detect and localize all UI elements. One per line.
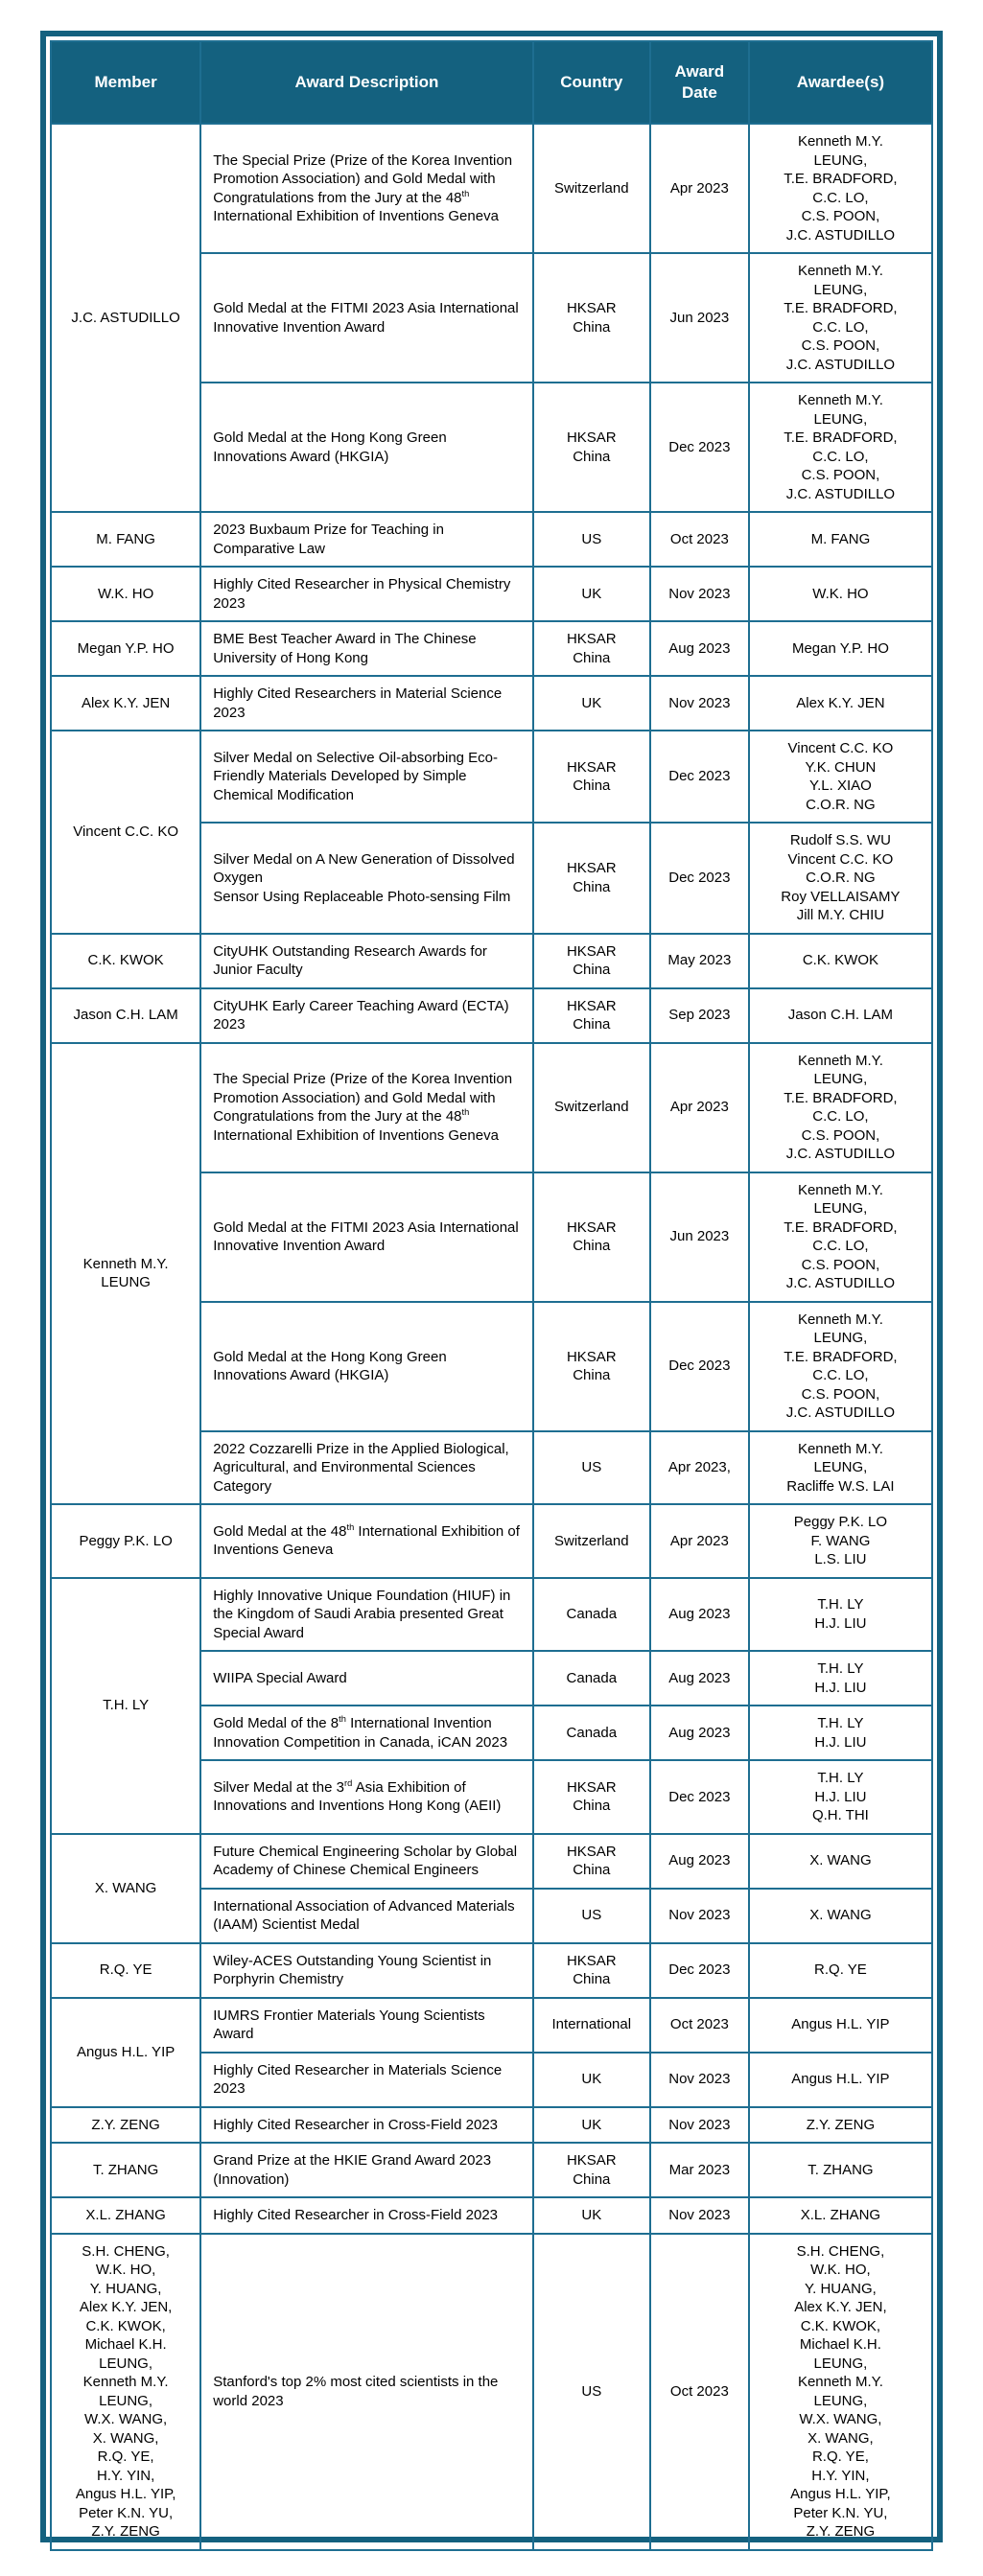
table-row xyxy=(51,2107,932,2144)
award-date-cell: Mar 2023 xyxy=(650,2143,749,2197)
award-description-cell: Stanford's top 2% most cited scientists in the world 2023 xyxy=(200,2234,532,2550)
awardees-cell: Peggy P.K. LO F. WANG L.S. LIU xyxy=(749,1504,932,1578)
award-date-cell: Nov 2023 xyxy=(650,2053,749,2107)
award-description-cell: Gold Medal at the 48th International Exhibition of Inventions Geneva xyxy=(200,1504,532,1578)
award-date-cell: Jun 2023 xyxy=(650,1172,749,1302)
awardees-cell: Kenneth M.Y. LEUNG, T.E. BRADFORD, C.C. LO, C.S. POON, J.C. ASTUDILLO xyxy=(749,1172,932,1302)
awardees-cell: T. ZHANG xyxy=(749,2143,932,2197)
award-date-cell: Apr 2023 xyxy=(650,1043,749,1172)
award-date-cell: Nov 2023 xyxy=(650,2107,749,2144)
award-date-cell: Nov 2023 xyxy=(650,1889,749,1943)
country-cell: HKSAR China xyxy=(533,731,650,823)
award-description-cell: The Special Prize (Prize of the Korea Invention Promotion Association) and Gold Medal with Congratulations from the Jury at the 48th International Exhibition of Inventions Geneva xyxy=(200,1043,532,1172)
awardees-cell: X. WANG xyxy=(749,1834,932,1889)
table-row xyxy=(51,512,932,567)
award-description-cell: Gold Medal at the FITMI 2023 Asia International Innovative Invention Award xyxy=(200,253,532,383)
award-date-cell: Aug 2023 xyxy=(650,1651,749,1706)
awardees-cell: S.H. CHENG, W.K. HO, Y. HUANG, Alex K.Y. JEN, C.K. KWOK, Michael K.H. LEUNG, Kenneth M.Y. LEUNG, W.X. WANG, X. WANG, R.Q. YE, H.Y. YIN, Angus H.L. YIP, Peter K.N. YU, Z.Y. ZENG xyxy=(749,2234,932,2550)
awardees-cell: X. WANG xyxy=(749,1889,932,1943)
country-cell: HKSAR China xyxy=(533,823,650,934)
country-cell: UK xyxy=(533,567,650,621)
country-cell: US xyxy=(533,1889,650,1943)
awardees-cell: Z.Y. ZENG xyxy=(749,2107,932,2144)
member-cell: W.K. HO xyxy=(51,567,200,621)
country-cell: HKSAR China xyxy=(533,1943,650,1998)
award-description-cell: Silver Medal at the 3rd Asia Exhibition of Innovations and Inventions Hong Kong (AEII) xyxy=(200,1760,532,1834)
award-date-cell: Dec 2023 xyxy=(650,383,749,512)
country-cell: Canada xyxy=(533,1706,650,1760)
awardees-cell: Vincent C.C. KO Y.K. CHUN Y.L. XIAO C.O.R. NG xyxy=(749,731,932,823)
award-description-cell: Wiley-ACES Outstanding Young Scientist in Porphyrin Chemistry xyxy=(200,1943,532,1998)
country-cell: HKSAR China xyxy=(533,383,650,512)
table-row xyxy=(51,1998,932,2053)
member-cell: Peggy P.K. LO xyxy=(51,1504,200,1578)
awardees-cell: Jason C.H. LAM xyxy=(749,988,932,1043)
award-description-cell: Highly Innovative Unique Foundation (HIUF) in the Kingdom of Saudi Arabia presented Great Special Award xyxy=(200,1578,532,1652)
awardees-cell: T.H. LY H.J. LIU Q.H. THI xyxy=(749,1760,932,1834)
award-description-cell: International Association of Advanced Materials (IAAM) Scientist Medal xyxy=(200,1889,532,1943)
table-row xyxy=(51,988,932,1043)
table-row xyxy=(51,2197,932,2234)
column-header-awardee-s: Awardee(s) xyxy=(749,41,932,124)
awards-table-frame xyxy=(40,31,943,2542)
member-cell: C.K. KWOK xyxy=(51,934,200,988)
table-row xyxy=(51,1043,932,1172)
award-date-cell: Nov 2023 xyxy=(650,567,749,621)
awardees-cell: Rudolf S.S. WU Vincent C.C. KO C.O.R. NG Roy VELLAISAMY Jill M.Y. CHIU xyxy=(749,823,932,934)
award-description-cell: Silver Medal on A New Generation of Dissolved Oxygen Sensor Using Replaceable Photo-sensing Film xyxy=(200,823,532,934)
awardees-cell: M. FANG xyxy=(749,512,932,567)
table-row xyxy=(51,2143,932,2197)
member-cell: T.H. LY xyxy=(51,1578,200,1834)
award-description-cell: 2022 Cozzarelli Prize in the Applied Biological, Agricultural, and Environmental Sciences Category xyxy=(200,1431,532,1505)
member-cell: Angus H.L. YIP xyxy=(51,1998,200,2107)
award-date-cell: Aug 2023 xyxy=(650,1706,749,1760)
award-description-cell: Gold Medal at the Hong Kong Green Innovations Award (HKGIA) xyxy=(200,383,532,512)
awardees-cell: Alex K.Y. JEN xyxy=(749,676,932,731)
member-cell: Kenneth M.Y. LEUNG xyxy=(51,1043,200,1505)
award-date-cell: Dec 2023 xyxy=(650,1302,749,1431)
country-cell: International xyxy=(533,1998,650,2053)
member-cell: Alex K.Y. JEN xyxy=(51,676,200,731)
award-description-cell: BME Best Teacher Award in The Chinese University of Hong Kong xyxy=(200,621,532,676)
column-header-member: Member xyxy=(51,41,200,124)
country-cell: UK xyxy=(533,2197,650,2234)
award-date-cell: Dec 2023 xyxy=(650,1943,749,1998)
country-cell: Canada xyxy=(533,1578,650,1652)
member-cell: T. ZHANG xyxy=(51,2143,200,2197)
award-date-cell: Apr 2023, xyxy=(650,1431,749,1505)
country-cell: HKSAR China xyxy=(533,253,650,383)
table-row xyxy=(51,1834,932,1889)
award-description-cell: 2023 Buxbaum Prize for Teaching in Comparative Law xyxy=(200,512,532,567)
award-description-cell: Silver Medal on Selective Oil-absorbing Eco-Friendly Materials Developed by Simple Chemical Modification xyxy=(200,731,532,823)
country-cell: Switzerland xyxy=(533,1504,650,1578)
award-date-cell: Aug 2023 xyxy=(650,621,749,676)
table-row xyxy=(51,1504,932,1578)
award-date-cell: Aug 2023 xyxy=(650,1578,749,1652)
award-description-cell: Highly Cited Researcher in Cross-Field 2023 xyxy=(200,2197,532,2234)
member-cell: R.Q. YE xyxy=(51,1943,200,1998)
table-row xyxy=(51,621,932,676)
awardees-cell: Megan Y.P. HO xyxy=(749,621,932,676)
award-date-cell: Dec 2023 xyxy=(650,731,749,823)
header-row xyxy=(51,41,932,124)
member-cell: Z.Y. ZENG xyxy=(51,2107,200,2144)
table-row xyxy=(51,124,932,253)
country-cell: HKSAR China xyxy=(533,1302,650,1431)
country-cell: HKSAR China xyxy=(533,1760,650,1834)
table-row xyxy=(51,1943,932,1998)
award-description-cell: WIIPA Special Award xyxy=(200,1651,532,1706)
table-row xyxy=(51,731,932,823)
member-cell: M. FANG xyxy=(51,512,200,567)
awardees-cell: Angus H.L. YIP xyxy=(749,2053,932,2107)
award-date-cell: Dec 2023 xyxy=(650,823,749,934)
awardees-cell: Kenneth M.Y. LEUNG, Racliffe W.S. LAI xyxy=(749,1431,932,1505)
table-body xyxy=(51,124,932,2550)
column-header-award-description: Award Description xyxy=(200,41,532,124)
member-cell: Jason C.H. LAM xyxy=(51,988,200,1043)
member-cell: Megan Y.P. HO xyxy=(51,621,200,676)
awardees-cell: T.H. LY H.J. LIU xyxy=(749,1706,932,1760)
awardees-cell: T.H. LY H.J. LIU xyxy=(749,1578,932,1652)
award-date-cell: Apr 2023 xyxy=(650,124,749,253)
member-cell: X.L. ZHANG xyxy=(51,2197,200,2234)
country-cell: US xyxy=(533,1431,650,1505)
award-date-cell: Apr 2023 xyxy=(650,1504,749,1578)
country-cell: UK xyxy=(533,2053,650,2107)
table-row xyxy=(51,567,932,621)
country-cell: US xyxy=(533,512,650,567)
awardees-cell: Kenneth M.Y. LEUNG, T.E. BRADFORD, C.C. LO, C.S. POON, J.C. ASTUDILLO xyxy=(749,1302,932,1431)
award-description-cell: Highly Cited Researchers in Material Science 2023 xyxy=(200,676,532,731)
award-date-cell: Sep 2023 xyxy=(650,988,749,1043)
country-cell: HKSAR China xyxy=(533,2143,650,2197)
column-header-award-date: Award Date xyxy=(650,41,749,124)
country-cell: US xyxy=(533,2234,650,2550)
awardees-cell: R.Q. YE xyxy=(749,1943,932,1998)
award-description-cell: The Special Prize (Prize of the Korea Invention Promotion Association) and Gold Medal with Congratulations from the Jury at the 48th International Exhibition of Inventions Geneva xyxy=(200,124,532,253)
awardees-cell: C.K. KWOK xyxy=(749,934,932,988)
award-description-cell: Gold Medal at the Hong Kong Green Innovations Award (HKGIA) xyxy=(200,1302,532,1431)
award-description-cell: Grand Prize at the HKIE Grand Award 2023 (Innovation) xyxy=(200,2143,532,2197)
award-date-cell: Dec 2023 xyxy=(650,1760,749,1834)
award-description-cell: CityUHK Early Career Teaching Award (ECTA) 2023 xyxy=(200,988,532,1043)
table-header xyxy=(51,41,932,124)
award-date-cell: Nov 2023 xyxy=(650,676,749,731)
award-date-cell: Oct 2023 xyxy=(650,2234,749,2550)
award-description-cell: Future Chemical Engineering Scholar by Global Academy of Chinese Chemical Engineers xyxy=(200,1834,532,1889)
awardees-cell: Kenneth M.Y. LEUNG, T.E. BRADFORD, C.C. LO, C.S. POON, J.C. ASTUDILLO xyxy=(749,1043,932,1172)
table-row xyxy=(51,2234,932,2550)
award-description-cell: Highly Cited Researcher in Physical Chemistry 2023 xyxy=(200,567,532,621)
award-description-cell: Gold Medal at the FITMI 2023 Asia International Innovative Invention Award xyxy=(200,1172,532,1302)
awardees-cell: X.L. ZHANG xyxy=(749,2197,932,2234)
award-date-cell: May 2023 xyxy=(650,934,749,988)
country-cell: HKSAR China xyxy=(533,621,650,676)
awardees-cell: Kenneth M.Y. LEUNG, T.E. BRADFORD, C.C. LO, C.S. POON, J.C. ASTUDILLO xyxy=(749,253,932,383)
awardees-cell: W.K. HO xyxy=(749,567,932,621)
award-description-cell: Gold Medal of the 8th International Invention Innovation Competition in Canada, iCAN 2023 xyxy=(200,1706,532,1760)
country-cell: Canada xyxy=(533,1651,650,1706)
member-cell: J.C. ASTUDILLO xyxy=(51,124,200,512)
country-cell: HKSAR China xyxy=(533,1834,650,1889)
country-cell: HKSAR China xyxy=(533,988,650,1043)
award-date-cell: Nov 2023 xyxy=(650,2197,749,2234)
awards-table xyxy=(50,40,933,2551)
awardees-cell: Kenneth M.Y. LEUNG, T.E. BRADFORD, C.C. LO, C.S. POON, J.C. ASTUDILLO xyxy=(749,124,932,253)
award-date-cell: Aug 2023 xyxy=(650,1834,749,1889)
award-description-cell: Highly Cited Researcher in Cross-Field 2023 xyxy=(200,2107,532,2144)
award-date-cell: Oct 2023 xyxy=(650,512,749,567)
country-cell: HKSAR China xyxy=(533,934,650,988)
award-date-cell: Jun 2023 xyxy=(650,253,749,383)
award-date-cell: Oct 2023 xyxy=(650,1998,749,2053)
awardees-cell: Angus H.L. YIP xyxy=(749,1998,932,2053)
award-description-cell: Highly Cited Researcher in Materials Science 2023 xyxy=(200,2053,532,2107)
award-description-cell: CityUHK Outstanding Research Awards for Junior Faculty xyxy=(200,934,532,988)
country-cell: HKSAR China xyxy=(533,1172,650,1302)
country-cell: Switzerland xyxy=(533,124,650,253)
column-header-country: Country xyxy=(533,41,650,124)
country-cell: Switzerland xyxy=(533,1043,650,1172)
member-cell: Vincent C.C. KO xyxy=(51,731,200,934)
country-cell: UK xyxy=(533,676,650,731)
table-row xyxy=(51,676,932,731)
awardees-cell: Kenneth M.Y. LEUNG, T.E. BRADFORD, C.C. LO, C.S. POON, J.C. ASTUDILLO xyxy=(749,383,932,512)
table-row xyxy=(51,934,932,988)
award-description-cell: IUMRS Frontier Materials Young Scientists Award xyxy=(200,1998,532,2053)
awardees-cell: T.H. LY H.J. LIU xyxy=(749,1651,932,1706)
member-cell: X. WANG xyxy=(51,1834,200,1943)
country-cell: UK xyxy=(533,2107,650,2144)
table-row xyxy=(51,1578,932,1652)
member-cell: S.H. CHENG, W.K. HO, Y. HUANG, Alex K.Y. JEN, C.K. KWOK, Michael K.H. LEUNG, Kenneth M.Y. LEUNG, W.X. WANG, X. WANG, R.Q. YE, H.Y. YIN, Angus H.L. YIP, Peter K.N. YU, Z.Y. ZENG xyxy=(51,2234,200,2550)
